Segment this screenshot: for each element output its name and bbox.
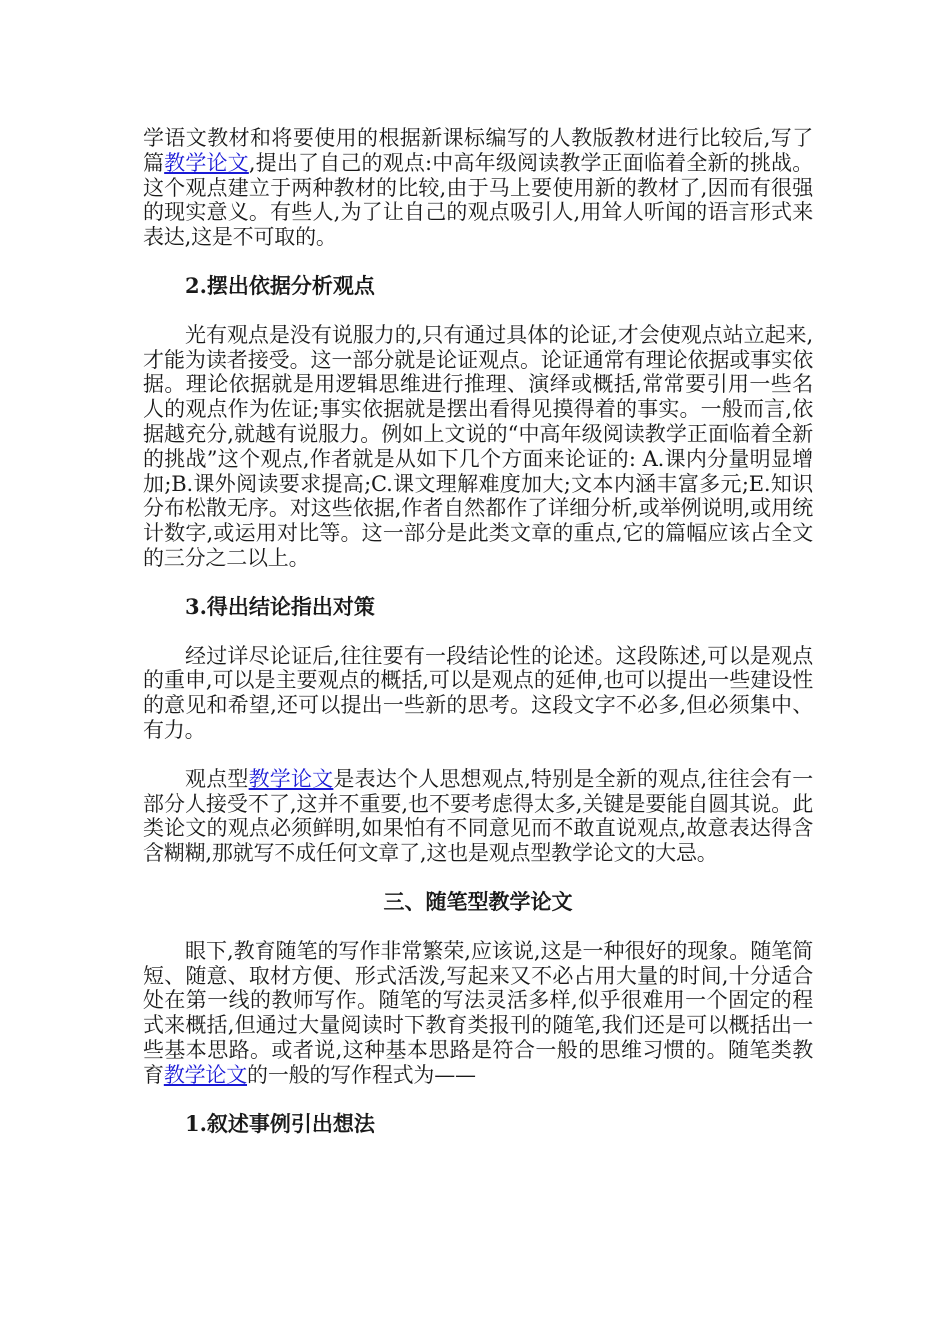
paragraph-text: ,提出了自己的观点:中高年级阅读教学正面临着全新的挑战。这个观点建立于两种教材的比较,由于马上要使用新的教材了,因而有很强的现实意义。有些人,为了让自己的观点吸引人,用耸人听闻的语言形式来表达,这是不可取的。 xyxy=(143,150,813,250)
paragraph-argument: 光有观点是没有说服力的,只有通过具体的论证,才会使观点站立起来,才能为读者接受。这一部分就是论证观点。论证通常有理论依据或事实依据。理论依据就是用逻辑思维进行推理、演绎或概括,常常要引用一些名人的观点作为佐证;事实依据就是摆出看得见摸得着的事实。一般而言,依据越充分,就越有说服力。例如上文说的“中高年级阅读教学正面临着全新的挑战”这个观点,作者就是从如下几个方面来论证的: A.课内分量明显增加;B.课外阅读要求提高;C.课文理解难度加大;文本内涵丰富多元;E.知识分布松散无序。对这些依据,作者自然都作了详细分析,或举例说明,或用统计数字,或运用对比等。这一部分是此类文章的重点,它的篇幅应该占全文的三分之二以上。 xyxy=(143,322,813,570)
teaching-paper-link[interactable]: 教学论文 xyxy=(164,150,249,175)
subheading-present-evidence: 2.摆出依据分析观点 xyxy=(185,272,375,298)
subheading-narrate-example: 1.叙述事例引出想法 xyxy=(185,1110,375,1136)
paragraph-text: 是表达个人思想观点,特别是全新的观点,往往会有一部分人接受不了,这并不重要,也不要考虑得太多,关键是要能自圆其说。此类论文的观点必须鲜明,如果怕有不同意见而不敢直说观点,故意表达得含含糊糊,那就写不成任何文章了,这也是观点型教学论文的大忌。 xyxy=(143,766,813,866)
teaching-paper-link[interactable]: 教学论文 xyxy=(248,766,334,791)
teaching-paper-link[interactable]: 教学论文 xyxy=(163,1062,248,1087)
paragraph-intro-continuation xyxy=(143,126,813,250)
paragraph-text: 眼下,教育随笔的写作非常繁荣,应该说,这是一种很好的现象。随笔简短、随意、取材方便、形式活泼,写起来又不必占用大量的时间,十分适合处在第一线的教师写作。随笔的写法灵活多样,似乎很难用一个固定的程式来概括,但通过大量阅读时下教育类报刊的随笔,我们还是可以概括出一些基本思路。或者说,这种基本思路是符合一般的思维习惯的。随笔类教育 xyxy=(143,938,813,1087)
paragraph-text: 观点型 xyxy=(185,766,249,791)
subheading-conclusion: 3.得出结论指出对策 xyxy=(185,593,375,619)
paragraph-essay-intro xyxy=(143,939,813,1088)
section-title-essay-type: 三、随笔型教学论文 xyxy=(383,888,573,914)
paragraph-text: 的一般的写作程式为—— xyxy=(247,1062,476,1087)
paragraph-viewpoint-summary xyxy=(143,767,813,866)
document-page xyxy=(143,126,813,1136)
paragraph-conclusion: 经过详尽论证后,往往要有一段结论性的论述。这段陈述,可以是观点的重申,可以是主要观点的概括,可以是观点的延伸,也可以提出一些建设性的意见和希望,还可以提出一些新的思考。这段文字不必多,但必须集中、有力。 xyxy=(143,643,813,742)
paragraph-text: 学语文教材和将要使用的根据新课标编写的人教版教材进行比较后,写了篇 xyxy=(143,126,813,175)
